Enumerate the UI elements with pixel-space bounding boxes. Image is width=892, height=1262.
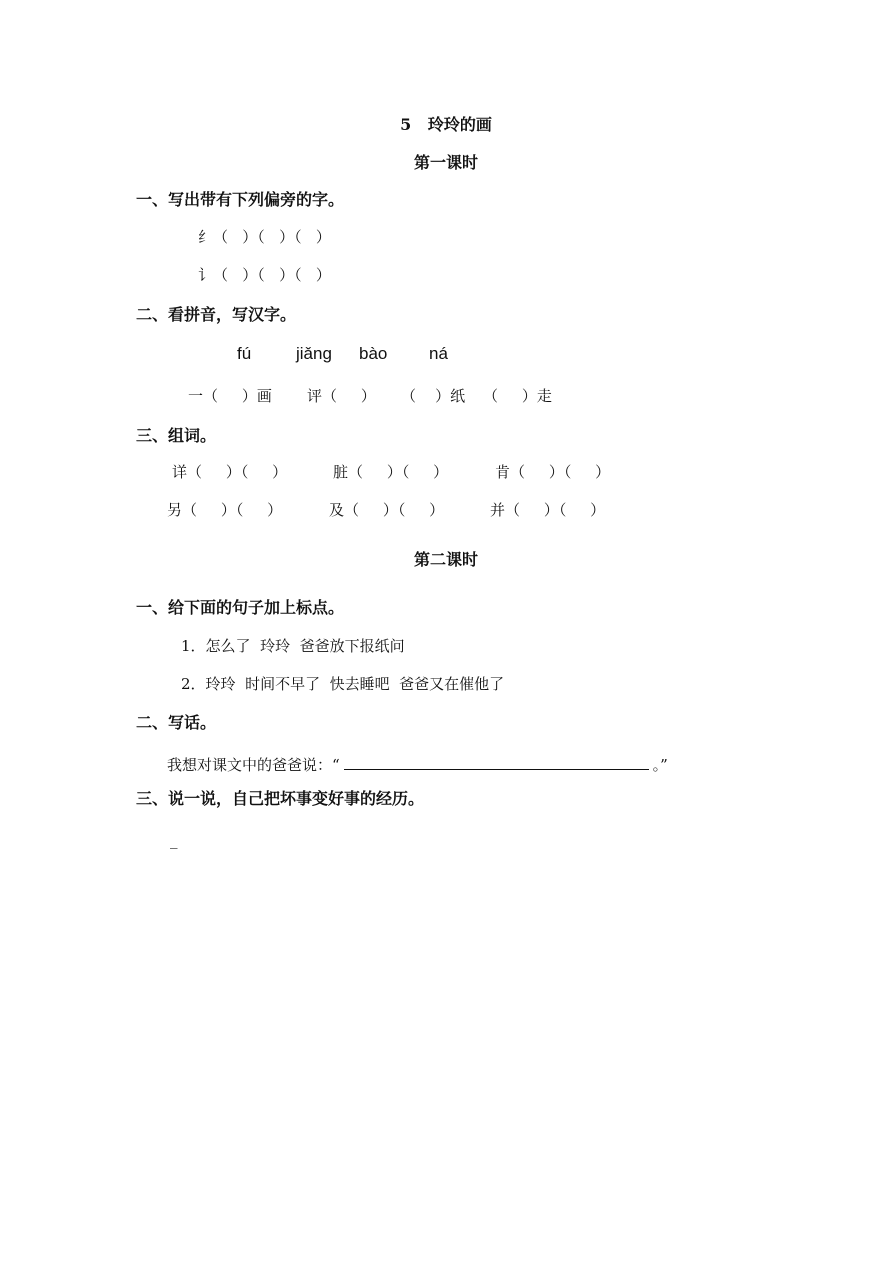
word-group: 肯（ ）（ ） <box>495 463 611 481</box>
pinyin-item: ná <box>429 344 448 363</box>
word-group: 及（ ）（ ） <box>329 501 445 519</box>
l1-q3-heading: 三、组词。 <box>136 426 217 445</box>
pinyin-word: （ ）纸 <box>401 387 466 405</box>
answer-mark: _ <box>170 831 178 849</box>
punctuation-item: 2．玲玲 时间不早了 快去睡吧 爸爸又在催他了 <box>181 675 505 693</box>
lesson-2-title: 第二课时 <box>413 550 478 569</box>
pinyin-item: bào <box>359 344 388 363</box>
lesson-1-title: 第一课时 <box>413 153 478 172</box>
l1-q2-heading: 二、看拼音，写汉字。 <box>136 305 297 324</box>
pinyin-item: fú <box>237 344 252 363</box>
pinyin-word: （ ）走 <box>483 387 552 405</box>
l2-q1-heading: 一、给下面的句子加上标点。 <box>136 598 345 617</box>
answer-blank[interactable] <box>344 753 649 770</box>
pinyin-word: 一（ ）画 <box>188 387 272 405</box>
pinyin-item: jiǎng <box>296 344 332 363</box>
l1-q1-row: 讠（ ）（ ）（ ） <box>198 266 331 284</box>
word-group: 脏（ ）（ ） <box>333 463 449 481</box>
l1-q1-heading: 一、写出带有下列偏旁的字。 <box>136 190 345 209</box>
word-group: 并（ ）（ ） <box>490 501 606 519</box>
punctuation-item: 1．怎么了 玲玲 爸爸放下报纸问 <box>181 637 405 655</box>
prompt-before: 我想对课文中的爸爸说：“ <box>167 756 340 774</box>
word-group: 另（ ）（ ） <box>167 501 283 519</box>
writing-prompt <box>167 753 668 773</box>
page-title: 5 玲玲的画 <box>400 115 492 134</box>
l2-q3-heading: 三、说一说，自己把坏事变好事的经历。 <box>136 789 425 808</box>
prompt-after: 。” <box>652 756 668 774</box>
word-group: 详（ ）（ ） <box>172 463 288 481</box>
pinyin-word: 评（ ） <box>307 387 376 405</box>
l1-q1-row: 纟（ ）（ ）（ ） <box>198 228 331 246</box>
l2-q2-heading: 二、写话。 <box>136 713 217 732</box>
